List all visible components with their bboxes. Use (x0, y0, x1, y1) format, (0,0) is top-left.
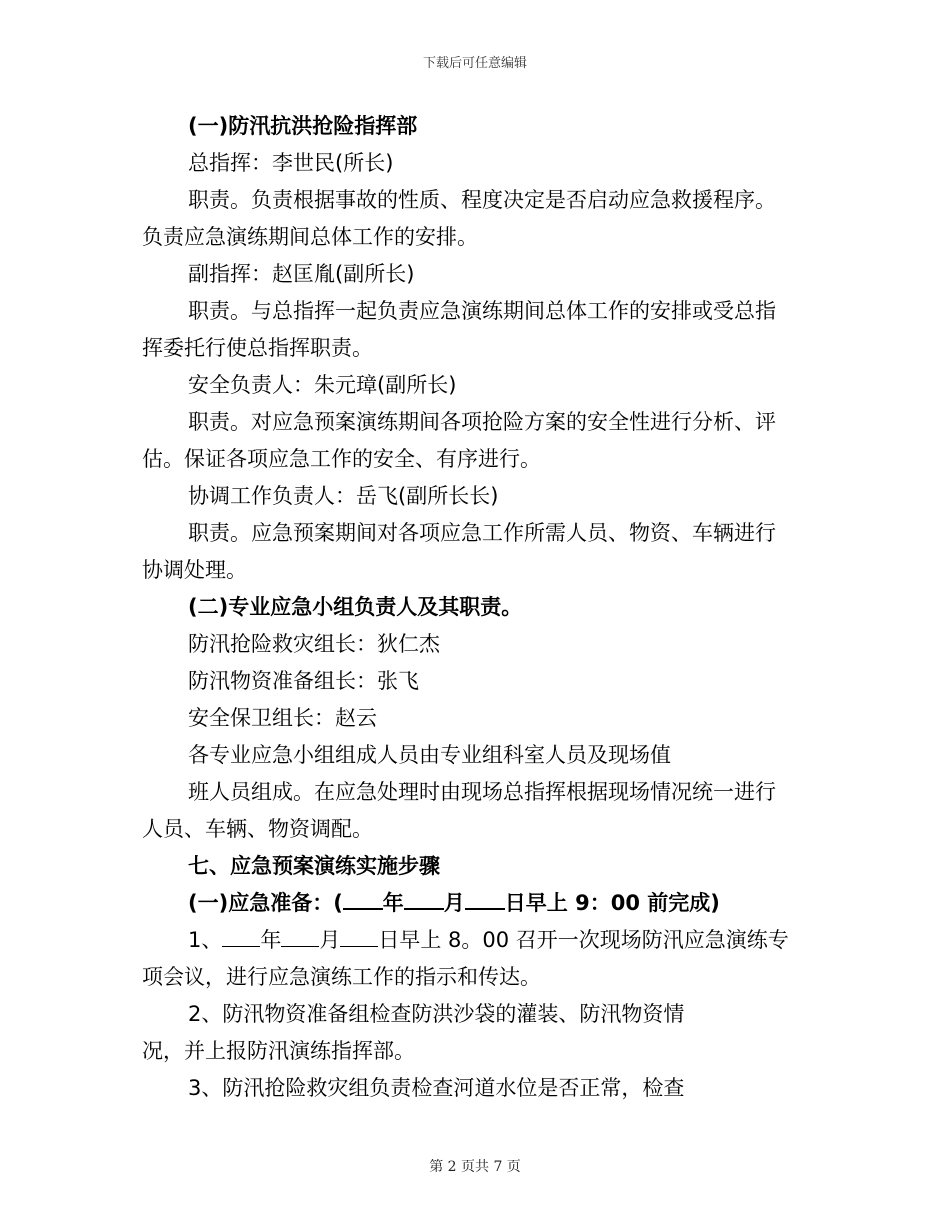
section-heading: (一)防汛抗洪抢险指挥部 (188, 114, 418, 138)
paragraph-line: 人员、车辆、物资调配。 (142, 817, 373, 841)
step1-suffix: 日早上 8。00 召开一次现场防汛应急演练专 (378, 928, 789, 952)
blank-field (343, 888, 383, 910)
chapter-heading: 七、应急预案演练实施步骤 (188, 854, 440, 878)
paragraph-line: 职责。对应急预案演练期间各项抢险方案的安全性进行分析、评 (188, 410, 776, 434)
blank-field (340, 926, 378, 947)
paragraph-line: 协调工作负责人：岳飞(副所长长) (188, 484, 499, 508)
step-1-line (142, 922, 802, 959)
paragraph-line: 防汛抢险救灾组长：狄仁杰 (188, 632, 440, 656)
paragraph-line: 职责。应急预案期间对各项应急工作所需人员、物资、车辆进行 (188, 521, 776, 545)
document-body (142, 108, 802, 1107)
paragraph-line: 项会议，进行应急演练工作的指示和传达。 (142, 965, 541, 989)
step-2-line: 2、防汛物资准备组检查防洪沙袋的灌装、防汛物资情 (188, 1002, 685, 1026)
blank-field (222, 926, 260, 947)
blank-field (404, 888, 444, 910)
paragraph-line: 估。保证各项应急工作的安全、有序进行。 (142, 447, 541, 471)
page-footer: 第 2 页共 7 页 (429, 1159, 521, 1175)
paragraph-line: 况，并上报防汛演练指挥部。 (142, 1039, 415, 1063)
paragraph-line: 各专业应急小组组成人员由专业组科室人员及现场值 (188, 743, 671, 767)
paragraph-line: 职责。与总指挥一起负责应急演练期间总体工作的安排或受总指 (188, 299, 776, 323)
paragraph-line: 挥委托行使总指挥职责。 (142, 336, 373, 360)
step-3-line: 3、防汛抢险救灾组负责检查河道水位是否正常，检查 (188, 1076, 685, 1100)
paragraph-line: 防汛物资准备组长：张飞 (188, 669, 419, 693)
paragraph-line: 安全保卫组长：赵云 (188, 706, 377, 730)
step1-prefix: 1、 (188, 928, 223, 952)
paragraph-line: 副指挥：赵匡胤(副所长) (188, 262, 415, 286)
paragraph-line: 总指挥：李世民(所长) (188, 151, 394, 175)
paragraph-line: 职责。负责根据事故的性质、程度决定是否启动应急救援程序。 (188, 188, 776, 212)
paragraph-line: 安全负责人：朱元璋(副所长) (188, 373, 457, 397)
prep-prefix: (一)应急准备：( (188, 891, 343, 915)
step1-year: 年 (260, 928, 282, 952)
paragraph-line: 班人员组成。在应急处理时由现场总指挥根据现场情况统一进行 (188, 780, 776, 804)
step1-month: 月 (319, 928, 341, 952)
paragraph-line: 协调处理。 (142, 558, 247, 582)
prep-year: 年 (382, 891, 404, 915)
prep-suffix: 日早上 9：00 前完成) (504, 891, 720, 915)
paragraph-line: 负责应急演练期间总体工作的安排。 (142, 225, 478, 249)
prep-heading (142, 885, 802, 922)
page-header: 下载后可任意编辑 (422, 56, 527, 71)
blank-field (281, 926, 319, 947)
prep-month: 月 (443, 891, 465, 915)
section-heading: (二)专业应急小组负责人及其职责。 (188, 595, 523, 619)
blank-field (465, 888, 505, 910)
